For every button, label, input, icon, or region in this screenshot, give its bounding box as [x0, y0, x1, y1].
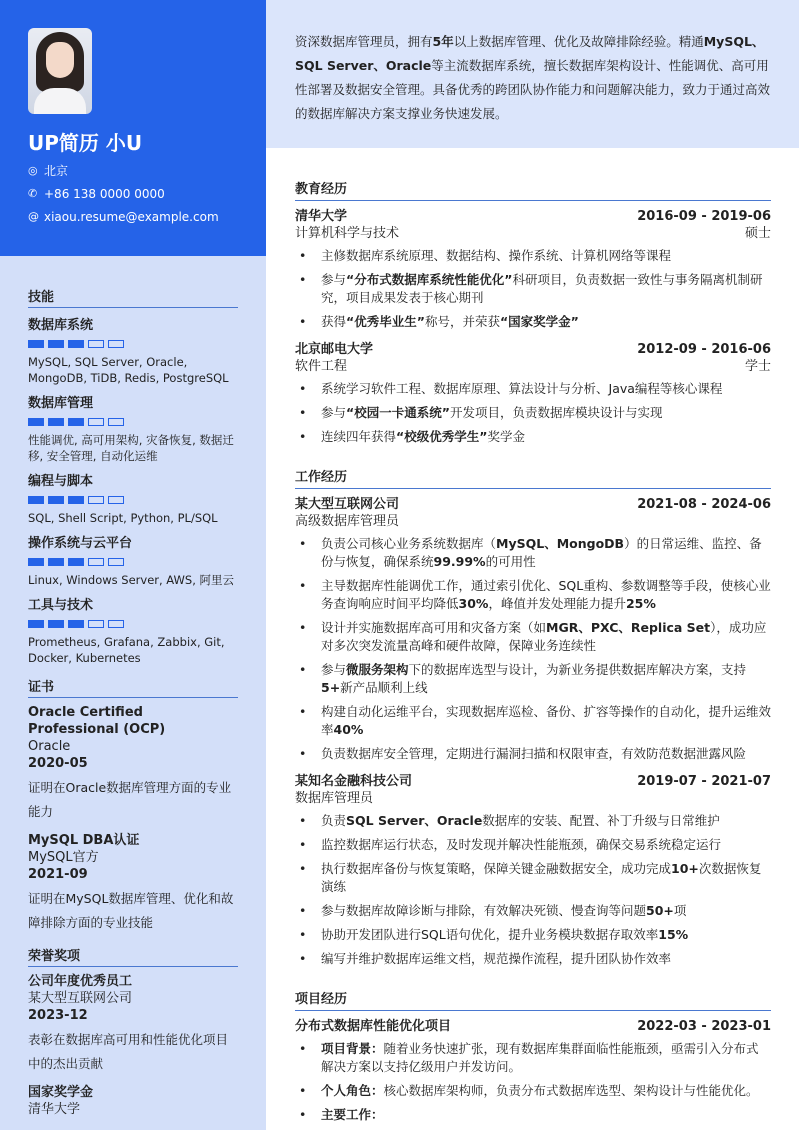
text-segment: 核心数据库架构师，负责分布式数据库选型、架构设计与性能优化。: [383, 1083, 759, 1098]
bold-text: “校园一卡通系统”: [346, 405, 450, 420]
entry-name: 某大型互联网公司: [295, 497, 400, 512]
skill-keywords: Linux, Windows Server, AWS, 阿里云: [28, 573, 235, 587]
bullet-item: [295, 836, 771, 854]
contact-email: [28, 209, 238, 225]
item-name: 国家奖学金: [28, 1085, 94, 1100]
item-description: 表彰在数据库高可用和性能优化项目中的杰出贡献: [28, 1032, 229, 1071]
section-title: 证书: [28, 676, 238, 698]
text-segment: 数据库的安装、配置、补丁升级与日常维护: [482, 813, 720, 828]
entry-date: 2019-07 - 2021-07: [637, 774, 771, 789]
text-segment: 随着业务快速扩张，现有数据库集群面临性能瓶颈，亟需引入分布式解决方案以支持亿级用户并发访问。: [321, 1041, 759, 1074]
skill-name: 数据库系统: [28, 318, 94, 333]
map-pin-icon: ◎: [28, 164, 38, 177]
bullet-item: [295, 703, 771, 739]
resume-section: [295, 988, 771, 1124]
text-segment: 奖学金: [487, 429, 525, 444]
text-segment: 主修数据库系统原理、数据结构、操作系统、计算机网络等课程: [321, 248, 672, 263]
level-empty: [108, 418, 124, 426]
entry-date: 2022-03 - 2023-01: [637, 1019, 771, 1034]
candidate-name: UP简历 小U: [28, 131, 143, 155]
item-name: MySQL DBA认证: [28, 833, 140, 848]
entry-role: 数据库管理员: [295, 791, 374, 806]
skill-keywords: Prometheus, Grafana, Zabbix, Git, Docker, Kubernetes: [28, 635, 225, 665]
entry: [295, 496, 771, 763]
level-empty: [88, 496, 104, 504]
level-empty: [108, 620, 124, 628]
bold-text: 个人角色：: [321, 1083, 384, 1098]
text-segment: 获得: [321, 314, 347, 329]
bullet-list: [295, 1040, 771, 1124]
text-segment: 以上数据库管理、优化及故障排除经验。精通: [453, 34, 704, 49]
section-title: 技能: [28, 286, 238, 308]
text-segment: 项: [673, 903, 687, 918]
text-segment: 下的数据库选型与设计，为新业务提供数据库解决方案，支持: [408, 662, 747, 677]
list-item: [28, 973, 238, 1076]
bullet-item: [295, 745, 771, 763]
entry-role: 软件工程: [295, 359, 348, 374]
entry-name: 某知名金融科技公司: [295, 774, 413, 789]
level-filled: [28, 418, 44, 426]
entry-name: 分布式数据库性能优化项目: [295, 1019, 452, 1034]
phone-text: +86 138 0000 0000: [44, 187, 165, 201]
text-segment: 系统学习软件工程、数据库原理、算法设计与分析、Java编程等核心课程: [321, 381, 723, 396]
item-name: Oracle Certified Professional (OCP): [28, 705, 166, 737]
awards-section: [28, 945, 238, 1118]
item-issuer: 某大型互联网公司: [28, 991, 133, 1006]
skill-name: 工具与技术: [28, 598, 94, 613]
skill-level-meter: [28, 418, 238, 426]
bullet-item: [295, 1106, 771, 1124]
entry-date: 2021-08 - 2024-06: [637, 497, 771, 512]
level-filled: [28, 496, 44, 504]
text-segment: 参与: [321, 272, 347, 287]
entry-subtitle: [295, 513, 771, 530]
text-segment: 主导数据库性能调优工作，通过索引优化、SQL重构、参数调整等手段，使核心业务查询响应时间平均降低: [321, 578, 771, 611]
bullet-item: [295, 1082, 771, 1100]
bold-text: MGR、PXC、Replica Set: [546, 620, 711, 635]
entry-name: 清华大学: [295, 209, 348, 224]
level-filled: [68, 418, 84, 426]
level-filled: [68, 558, 84, 566]
profile-header: [0, 0, 266, 256]
text-segment: 新产品顺利上线: [340, 680, 428, 695]
entry-role: 高级数据库管理员: [295, 514, 400, 529]
entry: [295, 1018, 771, 1124]
at-sign-icon: @: [28, 210, 39, 223]
bullet-list: [295, 812, 771, 968]
bullet-list: [295, 247, 771, 331]
contact-phone: [28, 186, 238, 202]
entry: [295, 341, 771, 446]
skill-name: 编程与脚本: [28, 474, 94, 489]
sidebar: [0, 0, 266, 1130]
bold-text: 10+: [671, 861, 699, 876]
bullet-item: [295, 271, 771, 307]
list-item: [28, 1084, 238, 1118]
bold-text: 40%: [333, 722, 364, 737]
bullet-item: [295, 577, 771, 613]
list-item: [28, 704, 238, 824]
item-issuer: MySQL官方: [28, 850, 99, 865]
level-filled: [48, 340, 64, 348]
entry-subtitle: [295, 790, 771, 807]
item-date: 2020-05: [28, 756, 88, 771]
bold-text: 微服务架构: [346, 662, 409, 677]
resume-section: [295, 466, 771, 968]
bold-text: 5+: [321, 680, 341, 695]
skill-keywords: MySQL, SQL Server, Oracle, MongoDB, TiDB, Redis, PostgreSQL: [28, 355, 229, 385]
entry: [295, 208, 771, 331]
main-content: [295, 178, 771, 1144]
level-empty: [88, 620, 104, 628]
level-filled: [48, 620, 64, 628]
bullet-item: [295, 619, 771, 655]
bold-text: 15%: [658, 927, 689, 942]
skill-level-meter: [28, 558, 238, 566]
level-empty: [108, 496, 124, 504]
entry-date: 2012-09 - 2016-06: [637, 342, 771, 357]
level-filled: [28, 620, 44, 628]
bold-text: 30%: [458, 596, 489, 611]
bullet-item: [295, 902, 771, 920]
level-empty: [88, 418, 104, 426]
text-segment: 负责数据库安全管理，定期进行漏洞扫描和权限审查，有效防范数据泄露风险: [321, 746, 747, 761]
text-segment: 等主流数据库系统，擅长数据库架构设计、性能调优、高可用性部署及数据安全管理。具备优秀的跨团队协作能力和问题解决能力，致力于通过高效的数据库解决方案支撑业务快速发展。: [295, 58, 771, 121]
text-segment: 连续四年获得: [321, 429, 397, 444]
text-segment: 负责公司核心业务系统数据库（: [321, 536, 497, 551]
text-segment: 参与: [321, 662, 347, 677]
bold-text: “分布式数据库系统性能优化”: [346, 272, 513, 287]
entry-role: 计算机科学与技术: [295, 226, 400, 241]
entry-name: 北京邮电大学: [295, 342, 374, 357]
entry: [295, 773, 771, 968]
text-segment: 构建自动化运维平台，实现数据库巡检、备份、扩容等操作的自动化，提升运维效率: [321, 704, 772, 737]
text-segment: 参与: [321, 405, 347, 420]
bullet-item: [295, 380, 771, 398]
entry-subtitle: [295, 225, 771, 242]
bold-text: 99.99%: [433, 554, 486, 569]
level-filled: [28, 558, 44, 566]
bullet-item: [295, 428, 771, 446]
text-segment: 次数据恢复演练: [321, 861, 762, 894]
contact-location: [28, 163, 238, 179]
bold-text: 项目背景：: [321, 1041, 384, 1056]
level-empty: [108, 340, 124, 348]
text-segment: 参与数据库故障诊断与排除，有效解决死锁、慢查询等问题: [321, 903, 647, 918]
text-segment: 科研项目，负责数据一致性与事务隔离机制研究，项目成果发表于核心期刊: [321, 272, 763, 305]
bullet-item: [295, 247, 771, 265]
text-segment: 负责: [321, 813, 347, 828]
entry-header: [295, 773, 771, 790]
text-segment: ，峰值并发处理能力提升: [488, 596, 626, 611]
item-issuer: 清华大学: [28, 1102, 81, 1117]
text-segment: 监控数据库运行状态，及时发现并解决性能瓶颈，确保交易系统稳定运行: [321, 837, 722, 852]
entry-header: [295, 1018, 771, 1035]
email-text[interactable]: xiaou.resume@example.com: [44, 210, 219, 224]
entry-header: [295, 341, 771, 358]
entry-degree: 硕士: [744, 226, 771, 241]
item-description: 证明在MySQL数据库管理、优化和故障排除方面的专业技能: [28, 891, 234, 930]
item-date: 2023-12: [28, 1008, 88, 1023]
skill-name: 数据库管理: [28, 396, 94, 411]
text-segment: 资深数据库管理员，拥有: [295, 34, 433, 49]
bold-text: 5年: [432, 34, 454, 49]
text-segment: 协助开发团队进行SQL语句优化，提升业务模块数据存取效率: [321, 927, 659, 942]
level-filled: [68, 340, 84, 348]
list-item: [28, 832, 238, 935]
entry-degree: 学士: [744, 359, 771, 374]
phone-icon: ✆: [28, 187, 38, 200]
resume-section: [295, 178, 771, 446]
item-description: 证明在Oracle数据库管理方面的专业能力: [28, 780, 232, 819]
level-filled: [68, 620, 84, 628]
section-title: 教育经历: [295, 178, 771, 201]
skills-section: [28, 286, 238, 666]
item-issuer: Oracle: [28, 739, 71, 754]
bullet-item: [295, 1040, 771, 1076]
bullet-item: [295, 812, 771, 830]
bold-text: SQL Server、Oracle: [346, 813, 483, 828]
bullet-item: [295, 535, 771, 571]
text-segment: 开发项目，负责数据库模块设计与实现: [449, 405, 663, 420]
avatar: [28, 28, 92, 114]
bullet-list: [295, 535, 771, 763]
skill-keywords: SQL, Shell Script, Python, PL/SQL: [28, 511, 218, 525]
level-filled: [48, 418, 64, 426]
bold-text: MySQL、SQL Server、Oracle: [295, 34, 765, 73]
section-title: 荣誉奖项: [28, 945, 238, 967]
skill-level-meter: [28, 340, 238, 348]
level-filled: [48, 558, 64, 566]
level-filled: [68, 496, 84, 504]
text-segment: ）的日常运维、监控、备份与恢复，确保系统: [321, 536, 762, 569]
text-segment: 设计并实施数据库高可用和灾备方案（如: [321, 620, 547, 635]
bold-text: 主要工作：: [321, 1107, 384, 1122]
summary: [266, 0, 799, 148]
bold-text: “校级优秀学生”: [396, 429, 488, 444]
level-filled: [28, 340, 44, 348]
section-title: 项目经历: [295, 988, 771, 1011]
text-segment: 称号，并荣获: [424, 314, 500, 329]
bold-text: MySQL、MongoDB: [496, 536, 625, 551]
bold-text: “优秀毕业生”: [346, 314, 425, 329]
entry-date: 2016-09 - 2019-06: [637, 209, 771, 224]
entry-header: [295, 208, 771, 225]
level-empty: [88, 558, 104, 566]
level-empty: [88, 340, 104, 348]
text-segment: 执行数据库备份与恢复策略，保障关键金融数据安全，成功完成: [321, 861, 672, 876]
bullet-list: [295, 380, 771, 446]
level-filled: [48, 496, 64, 504]
bold-text: “国家奖学金”: [499, 314, 579, 329]
text-segment: ），成功应对多次突发流量高峰和硬件故障，保障业务连续性: [321, 620, 767, 653]
skill-keywords: 性能调优, 高可用架构, 灾备恢复, 数据迁移, 安全管理, 自动化运维: [28, 433, 234, 463]
text-segment: 的可用性: [485, 554, 536, 569]
certificates-section: [28, 676, 238, 935]
entry-subtitle: [295, 358, 771, 375]
bullet-item: [295, 661, 771, 697]
item-name: 公司年度优秀员工: [28, 974, 133, 989]
text-segment: 编写并维护数据库运维文档，规范操作流程，提升团队协作效率: [321, 951, 672, 966]
bullet-item: [295, 313, 771, 331]
entry-header: [295, 496, 771, 513]
item-date: 2021-09: [28, 867, 88, 882]
bold-text: 50+: [646, 903, 674, 918]
skill-name: 操作系统与云平台: [28, 536, 133, 551]
bullet-item: [295, 860, 771, 896]
bullet-item: [295, 926, 771, 944]
skill-level-meter: [28, 620, 238, 628]
level-empty: [108, 558, 124, 566]
location-text: 北京: [44, 164, 69, 178]
bullet-item: [295, 950, 771, 968]
section-title: 工作经历: [295, 466, 771, 489]
bold-text: 25%: [625, 596, 656, 611]
skill-level-meter: [28, 496, 238, 504]
bullet-item: [295, 404, 771, 422]
